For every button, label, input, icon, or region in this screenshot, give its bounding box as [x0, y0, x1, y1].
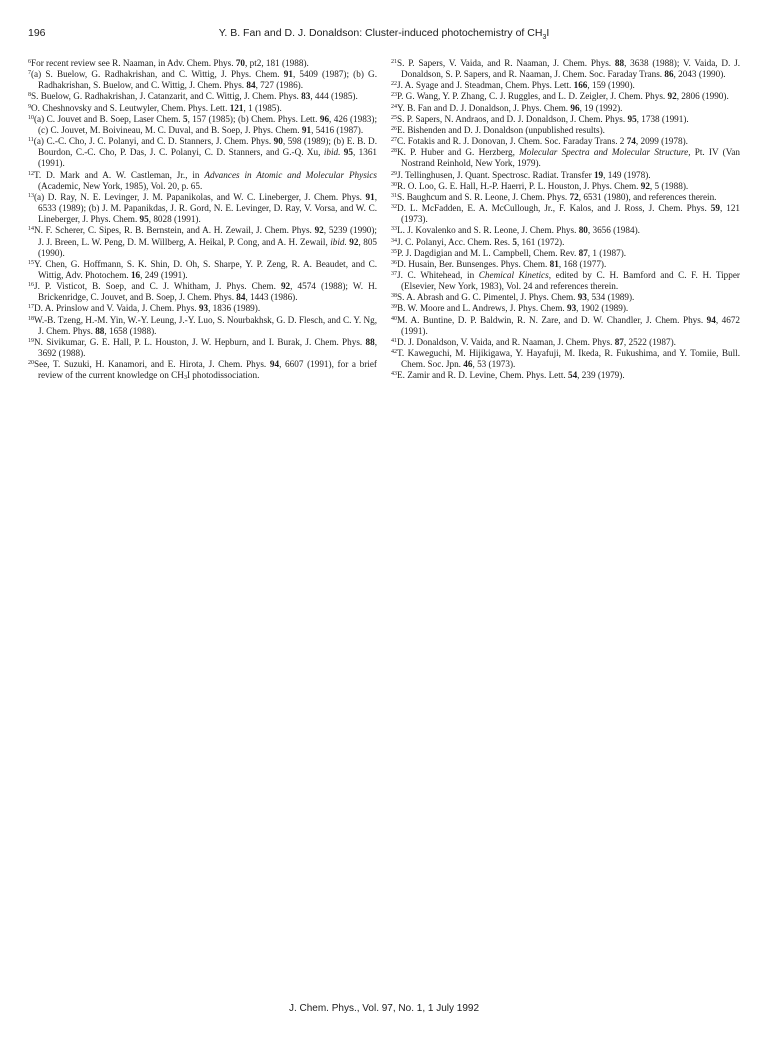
reference-volume: 94 — [269, 359, 280, 370]
reference-text: , 1902 (1989). — [576, 303, 629, 314]
reference-text: , 8028 (1991). — [148, 214, 201, 225]
reference-number: 41 — [391, 337, 397, 344]
reference-number: 43 — [391, 371, 397, 378]
reference-number: 40 — [391, 315, 397, 322]
reference-number: 37 — [391, 270, 397, 277]
reference-text: J. P. Visticot, B. Soep, and C. J. Whitham, J. Phys. Chem. — [34, 281, 281, 292]
reference-text: R. O. Loo, G. E. Hall, H.-P. Haerri, P. L. Houston, J. Phys. Chem. — [397, 180, 641, 191]
reference-volume: 93 — [577, 292, 587, 303]
reference-text: , 6533 (1989); (b) J. M. Papanikdas, J. R. Gord, N. E. Levinger, D. Ray, V. Vorsa, and W. C. Lineberger, J. Phys. Chem. — [38, 191, 377, 225]
references-left-column — [28, 58, 377, 382]
reference-entry — [391, 147, 740, 169]
reference-number: 18 — [28, 315, 34, 322]
running-title-subscript: 3 — [542, 34, 547, 42]
reference-text: (a) C.-C. Cho, J. C. Polanyi, and C. D. Stanners, J. Chem. Phys. — [33, 136, 274, 147]
reference-text: , 1443 (1986). — [245, 292, 298, 303]
reference-number: 42 — [391, 349, 397, 356]
reference-text: , Pt. IV (Van Nostrand Reinhold, New York, 1979). — [401, 147, 741, 169]
reference-text: J. C. Polanyi, Acc. Chem. Res. — [397, 236, 513, 247]
reference-text: , 161 (1972). — [516, 236, 565, 247]
journal-footer: J. Chem. Phys., Vol. 97, No. 1, 1 July 1992 — [288, 1003, 480, 1014]
reference-volume: 84 — [246, 80, 256, 91]
reference-volume: 95 — [627, 113, 637, 124]
reference-text: (a) D. Ray, N. E. Levinger, J. M. Papanikolas, and W. C. Lineberger, J. Chem. Phys. — [34, 191, 366, 202]
reference-volume: 84 — [236, 292, 246, 303]
reference-italic-text: ibid. — [323, 147, 341, 158]
reference-entry — [391, 136, 740, 147]
reference-entry — [391, 91, 740, 102]
reference-text: Y. Chen, G. Hoffmann, S. K. Shin, D. Oh, S. Sharpe, Y. P. Zeng, R. A. Beaudet, and C. Wittig, Adv. Photochem. — [34, 258, 377, 280]
reference-volume: 92 — [640, 180, 650, 191]
running-title-text: Y. B. Fan and D. J. Donaldson: Cluster-induced photochemistry of CH — [218, 27, 543, 39]
reference-text: , 1361 (1991). — [38, 147, 378, 169]
reference-entry — [28, 91, 377, 102]
reference-entry — [391, 58, 740, 80]
reference-text: , 5239 (1990); J. J. Breen, L. W. Peng, D. M. Willberg, A. Heikal, P. Cong, and A. H. Zewail, — [38, 225, 377, 247]
reference-volume: 96 — [570, 102, 580, 113]
reference-text: S. P. Sapers, V. Vaida, and R. Naaman, J. Chem. Phys. — [397, 58, 615, 68]
reference-entry — [28, 281, 377, 303]
references-right-column — [391, 58, 740, 382]
reference-volume: 91 — [365, 191, 375, 202]
reference-text: N. F. Scherer, C. Sipes, R. B. Bernstein, and A. H. Zewail, J. Chem. Phys. — [34, 225, 315, 236]
reference-text: , 4574 (1988); W. H. Brickenridge, C. Jouvet, and B. Soep, J. Chem. Phys. — [38, 281, 377, 303]
reference-number: 12 — [28, 170, 34, 177]
reference-number: 38 — [391, 293, 397, 300]
reference-volume: 121 — [229, 102, 244, 113]
reference-number: 33 — [391, 226, 397, 233]
reference-text: K. P. Huber and G. Herzberg, — [397, 147, 520, 158]
reference-text: , 1836 (1989). — [208, 303, 261, 314]
reference-text: , 3638 (1988); V. Vaida, D. J. Donaldson, S. P. Sapers, and R. Naaman, J. Chem. Soc. Faraday Trans. — [401, 58, 740, 80]
reference-italic-text: ibid. — [330, 236, 347, 247]
reference-text: , 249 (1991). — [140, 269, 188, 280]
reference-volume: 72 — [569, 191, 579, 202]
reference-number: 19 — [28, 337, 34, 344]
reference-entry — [391, 103, 740, 114]
reference-text: T. D. Mark and A. W. Castleman, Jr., in — [34, 169, 205, 180]
reference-entry — [28, 192, 377, 225]
reference-entry — [28, 114, 377, 136]
reference-number: 29 — [391, 170, 397, 177]
reference-volume: 92 — [314, 225, 324, 236]
reference-entry — [28, 225, 377, 258]
reference-text: (a) S. Buelow, G. Radhakrishan, and C. Wittig, J. Phys. Chem. — [31, 69, 284, 80]
reference-text: S. A. Abrash and G. C. Pimentel, J. Phys. Chem. — [397, 292, 578, 303]
reference-number: 31 — [391, 192, 397, 199]
reference-entry — [28, 58, 377, 69]
reference-number: 26 — [391, 125, 397, 132]
reference-volume: 91 — [283, 69, 293, 80]
reference-text: , 426 (1983); (c) C. Jouvet, M. Boivineau, M. C. Duval, and B. Soep, J. Phys. Chem. — [38, 113, 378, 135]
reference-text: S. P. Sapers, N. Andraos, and D. J. Donaldson, J. Chem. Phys. — [397, 113, 628, 124]
reference-volume: 87 — [614, 336, 624, 347]
reference-text: M. A. Buntine, D. P. Baldwin, R. N. Zare, and D. W. Chandler, J. Chem. Phys. — [397, 314, 707, 325]
reference-text: W.-B. Tzeng, H.-M. Yin, W.-Y. Leung, J.-Y. Luo, S. Nourbakhsk, G. D. Flesch, and C. Y. Ng, J. Chem. Phys. — [34, 314, 377, 336]
reference-number: 24 — [391, 103, 397, 110]
reference-text: , pt2, 181 (1988). — [245, 58, 309, 68]
reference-text: , 534 (1989). — [586, 292, 635, 303]
reference-entry — [391, 225, 740, 236]
reference-volume: 81 — [549, 258, 559, 269]
reference-text: , 6531 (1980), and references therein. — [578, 191, 717, 202]
reference-text: , 2522 (1987). — [623, 336, 676, 347]
reference-text: , 2043 (1990). — [673, 69, 726, 80]
reference-text: O. Cheshnovsky and S. Leutwyler, Chem. Phys. Lett. — [31, 102, 230, 113]
reference-text: , 149 (1978). — [603, 169, 651, 180]
reference-text: , 598 (1989); (b) E. B. D. Bourdon, C.-C. Cho, P. Das, J. C. Polanyi, C. D. Stanners, and G.-Q. Xu, — [38, 136, 377, 158]
reference-number: 16 — [28, 282, 34, 289]
reference-entry — [391, 248, 740, 259]
reference-text: S. Buelow, G. Radhakrishan, J. Catanzarit, and C. Wittig, J. Chem. Phys. — [31, 91, 302, 102]
reference-italic-text: Chemical Kinetics — [478, 269, 549, 280]
reference-entry — [391, 270, 740, 292]
reference-number: 17 — [28, 304, 34, 311]
reference-entry — [391, 181, 740, 192]
references-section — [28, 58, 740, 382]
reference-volume: 96 — [319, 113, 330, 124]
reference-text: S. Baughcum and S. R. Leone, J. Chem. Phys. — [397, 191, 570, 202]
reference-text: , 4672 (1991). — [401, 314, 741, 336]
reference-entry — [28, 303, 377, 314]
reference-text: D. J. Donaldson, V. Vaida, and R. Naaman, J. Chem. Phys. — [397, 336, 615, 347]
reference-number: 13 — [28, 192, 34, 199]
reference-text: , 805 (1990). — [38, 236, 378, 258]
reference-text: (Academic, New York, 1985), Vol. 20, p. 65. — [38, 180, 203, 191]
page-number: 196 — [28, 27, 46, 39]
reference-volume: 86 — [664, 69, 674, 80]
reference-volume: 92 — [349, 236, 359, 247]
reference-text: I photodissociation. — [186, 370, 260, 381]
reference-text: J. Tellinghusen, J. Quant. Spectrosc. Radiat. Transfer — [397, 169, 594, 180]
reference-text: D. A. Prinslow and V. Vaida, J. Chem. Phys. — [34, 303, 199, 314]
reference-italic-text: Molecular Spectra and Molecular Structure — [519, 147, 689, 158]
reference-text: J. C. Whitehead, in — [397, 269, 479, 280]
reference-entry — [391, 259, 740, 270]
reference-number: 6 — [28, 59, 31, 65]
reference-number: 21 — [391, 59, 397, 65]
reference-entry — [28, 337, 377, 359]
reference-text: , 2806 (1990). — [676, 91, 729, 102]
reference-entry — [28, 103, 377, 114]
reference-volume: 19 — [593, 169, 604, 180]
reference-number: 32 — [391, 204, 397, 211]
reference-text: , 1658 (1988). — [104, 325, 157, 336]
reference-number: 27 — [391, 137, 397, 144]
reference-text: , 5 (1988). — [649, 180, 689, 191]
reference-volume: 87 — [578, 247, 588, 258]
reference-volume: 95 — [343, 147, 353, 158]
reference-number: 34 — [391, 237, 397, 244]
reference-text: , 3656 (1984). — [587, 225, 640, 236]
reference-volume: 54 — [567, 370, 578, 381]
reference-entry — [28, 170, 377, 192]
reference-number: 9 — [28, 103, 31, 110]
reference-text: T. Kaweguchi, M. Hijikigawa, Y. Hayafuji, M. Ikeda, R. Fukushima, and Y. Tomiie, Bull. Chem. Soc. Jpn. — [397, 348, 740, 370]
reference-entry — [391, 114, 740, 125]
reference-text: , 1 (1985). — [243, 102, 282, 113]
reference-text: See, T. Suzuki, H. Kanamori, and E. Hirota, J. Chem. Phys. — [34, 359, 270, 370]
reference-volume: 88 — [614, 58, 625, 68]
reference-number: 14 — [28, 226, 34, 233]
reference-volume: 93 — [198, 303, 209, 314]
reference-text: , 2099 (1978). — [635, 136, 688, 147]
reference-volume: 92 — [667, 91, 677, 102]
reference-number: 30 — [391, 181, 397, 188]
reference-entry — [391, 125, 740, 136]
reference-volume: 90 — [273, 136, 283, 147]
reference-volume: 94 — [706, 314, 716, 325]
reference-text: , 5416 (1987). — [311, 124, 364, 135]
reference-text: D. L. McFadden, E. A. McCullough, Jr., F. Kalos, and J. Ross, J. Chem. Phys. — [397, 203, 711, 214]
reference-number: 23 — [391, 92, 397, 99]
reference-text: D. Husain, Ber. Bunsenges. Phys. Chem. — [397, 258, 550, 269]
reference-volume: 80 — [578, 225, 588, 236]
reference-number: 22 — [391, 81, 397, 88]
reference-entry — [391, 203, 740, 225]
reference-text: L. J. Kovalenko and S. R. Leone, J. Chem. Phys. — [397, 225, 579, 236]
reference-text: (a) C. Jouvet and B. Soep, Laser Chem. — [34, 113, 183, 124]
reference-entry — [391, 315, 740, 337]
reference-entry — [28, 136, 377, 169]
reference-text: , 6607 (1991), for a brief review of the current knowledge on CH — [38, 359, 377, 381]
reference-text: E. Bishenden and D. J. Donaldson (unpublished results). — [397, 124, 605, 135]
reference-volume: 93 — [566, 303, 577, 314]
reference-text: , 3692 (1988). — [38, 336, 377, 359]
reference-entry — [391, 237, 740, 248]
reference-volume: 88 — [95, 325, 105, 336]
reference-text: , 121 (1973). — [401, 203, 740, 225]
reference-text: E. Zamir and R. D. Levine, Chem. Phys. Lett. — [397, 370, 568, 381]
reference-number: 20 — [28, 360, 34, 367]
reference-number: 28 — [391, 148, 397, 155]
reference-volume: 88 — [365, 336, 375, 347]
reference-number: 15 — [28, 259, 34, 266]
reference-text: For recent review see R. Naaman, in Adv. Chem. Phys. — [31, 58, 236, 68]
reference-entry — [391, 348, 740, 370]
running-title-suffix: I — [546, 27, 550, 39]
reference-volume: 5 — [512, 236, 517, 247]
reference-text: , 444 (1985). — [310, 91, 358, 102]
reference-number: 39 — [391, 304, 397, 311]
reference-volume: 83 — [301, 91, 311, 102]
reference-text: P. G. Wang, Y. P. Zhang, C. J. Ruggles, and L. D. Zeigler, J. Chem. Phys. — [397, 91, 668, 102]
reference-text: N. Sivikumar, G. E. Hall, P. L. Houston, J. W. Hepburn, and I. Burak, J. Chem. Phys. — [34, 336, 366, 347]
running-head — [28, 27, 740, 43]
reference-entry — [391, 337, 740, 348]
reference-volume: 91 — [301, 124, 312, 135]
reference-text: , edited by C. H. Bamford and C. F. H. Tipper (Elsevier, New York, 1983), Vol. 24 and references therein. — [401, 269, 740, 292]
reference-text: , 5409 (1987); (b) G. Radhakrishan, S. Buelow, and C. Wittig, J. Chem. Phys. — [38, 69, 377, 91]
running-title — [28, 27, 740, 41]
reference-text: , 159 (1990). — [587, 80, 635, 91]
reference-entry — [391, 192, 740, 203]
reference-number: 10 — [28, 114, 34, 121]
reference-subscript: 3 — [183, 375, 187, 382]
reference-entry — [28, 69, 377, 91]
reference-text: , 1 (1987). — [587, 247, 627, 258]
reference-number: 11 — [28, 137, 34, 144]
reference-number: 7 — [28, 70, 31, 77]
reference-text: , 53 (1973). — [472, 359, 516, 370]
reference-volume: 5 — [182, 113, 188, 124]
reference-text: B. W. Moore and L. Andrews, J. Phys. Chem. — [397, 303, 567, 314]
reference-text: , 19 (1992). — [579, 102, 623, 113]
reference-italic-text: Advances in Atomic and Molecular Physics — [204, 169, 378, 180]
reference-volume: 95 — [139, 214, 149, 225]
reference-text: P. J. Dagdigian and M. L. Campbell, Chem. Rev. — [397, 247, 579, 258]
reference-entry — [391, 292, 740, 303]
reference-number: 35 — [391, 248, 397, 255]
reference-text: , 157 (1985); (b) Chem. Phys. Lett. — [187, 113, 320, 124]
reference-entry — [391, 303, 740, 314]
reference-volume: 70 — [235, 58, 245, 68]
reference-text: , 239 (1979). — [577, 370, 625, 381]
reference-text: Y. B. Fan and D. J. Donaldson, J. Phys. Chem. — [397, 102, 571, 113]
reference-entry — [391, 370, 740, 381]
reference-text: C. Fotakis and R. J. Donovan, J. Chem. Soc. Faraday Trans. 2 — [397, 136, 627, 147]
reference-number: 25 — [391, 114, 397, 121]
reference-volume: 46 — [463, 359, 473, 370]
reference-text: , 1738 (1991). — [636, 113, 689, 124]
reference-volume: 59 — [710, 203, 720, 214]
reference-number: 36 — [391, 259, 397, 266]
reference-volume: 92 — [280, 281, 291, 292]
reference-text: , 168 (1977). — [558, 258, 607, 269]
reference-volume: 16 — [130, 269, 141, 280]
reference-entry — [28, 259, 377, 281]
reference-number: 8 — [28, 92, 31, 99]
reference-text: , 727 (1986). — [255, 80, 304, 91]
reference-volume: 74 — [626, 136, 636, 147]
reference-entry — [28, 315, 377, 337]
reference-entry — [391, 170, 740, 181]
reference-entry — [28, 359, 377, 381]
reference-volume: 166 — [573, 80, 588, 91]
reference-text: J. A. Syage and J. Steadman, Chem. Phys. Lett. — [397, 80, 574, 91]
reference-entry — [391, 80, 740, 91]
